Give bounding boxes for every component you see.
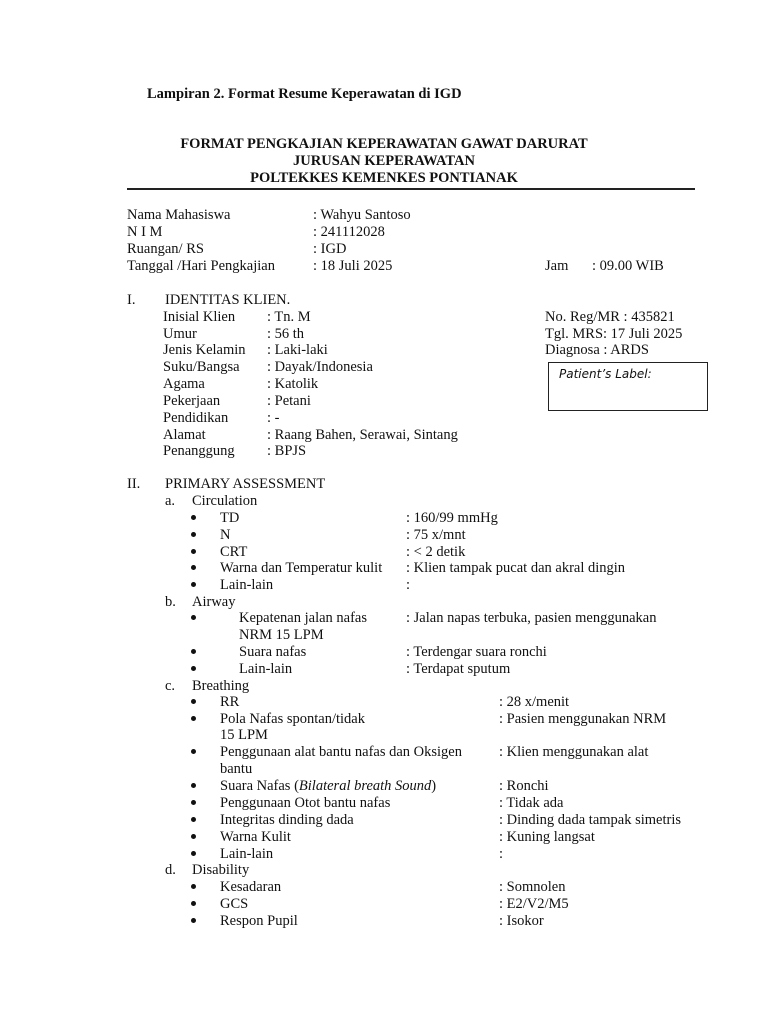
student-label: N I M — [127, 224, 163, 240]
bullet-icon — [191, 549, 196, 554]
reg-number: No. Reg/MR : 435821 — [545, 309, 675, 325]
student-value: : 18 Juli 2025 — [313, 258, 393, 274]
circulation-label: N — [220, 527, 231, 543]
identity-value: : - — [267, 410, 280, 426]
bullet-icon — [191, 565, 196, 570]
identity-value: : Raang Bahen, Serawai, Sintang — [267, 427, 458, 443]
airway-label: Kepatenan jalan nafas — [239, 610, 368, 626]
bullet-icon — [191, 918, 196, 923]
breathing-label: Penggunaan Otot bantu nafas — [220, 795, 391, 811]
airway-value: : Jalan napas terbuka, pasien menggunakan — [406, 610, 657, 626]
student-label: Ruangan/ RS — [127, 241, 204, 257]
bullet-icon — [191, 582, 196, 587]
disability-heading: Disability — [192, 862, 250, 878]
breathing-value: : — [499, 846, 504, 862]
bullet-icon — [191, 515, 196, 520]
identity-label: Alamat — [163, 427, 206, 443]
airway-label: Lain-lain — [239, 661, 293, 677]
patient-label-box — [548, 362, 708, 411]
breathing-value: : 28 x/menit — [499, 694, 570, 710]
circulation-value: : 75 x/mnt — [406, 527, 466, 543]
header-divider — [127, 188, 695, 190]
identity-label: Penanggung — [163, 443, 235, 459]
breathing-value: : Pasien menggunakan NRM — [499, 711, 667, 727]
diagnosis: Diagnosa : ARDS — [545, 342, 649, 358]
department-title: JURUSAN KEPERAWATAN — [293, 153, 475, 169]
bullet-icon — [191, 699, 196, 704]
bullet-icon — [191, 834, 196, 839]
breathing-value: : Ronchi — [499, 778, 549, 794]
breathing-label: Warna Kulit — [220, 829, 291, 845]
airway-value: : Terdengar suara ronchi — [406, 644, 547, 660]
bullet-icon — [191, 851, 196, 856]
identity-label: Suku/Bangsa — [163, 359, 240, 375]
student-value: : Wahyu Santoso — [313, 207, 411, 223]
bullet-icon — [191, 800, 196, 805]
breathing-value: : Klien menggunakan alat — [499, 744, 649, 760]
breathing-value: : Kuning langsat — [499, 829, 595, 845]
circulation-heading: Circulation — [192, 493, 258, 509]
identity-heading: IDENTITAS KLIEN. — [165, 292, 291, 308]
admission-date: Tgl. MRS: 17 Juli 2025 — [545, 326, 683, 342]
subsection-letter: a. — [165, 493, 176, 509]
breath-sound-label-suffix: ) — [431, 778, 437, 794]
disability-label: Kesadaran — [220, 879, 282, 895]
student-value: : 241112028 — [313, 224, 385, 240]
bullet-icon — [191, 749, 196, 754]
disability-label: GCS — [220, 896, 249, 912]
disability-value: : Somnolen — [499, 879, 566, 895]
patient-label-caption: Patient’s Label: — [559, 367, 652, 381]
bullet-icon — [191, 901, 196, 906]
bullet-icon — [191, 532, 196, 537]
identity-label: Jenis Kelamin — [163, 342, 246, 358]
breathing-value: : Tidak ada — [499, 795, 564, 811]
time-value: : 09.00 WIB — [592, 258, 664, 274]
student-value: : IGD — [313, 241, 347, 257]
circulation-value: : Klien tampak pucat dan akral dingin — [406, 560, 626, 576]
breathing-label — [220, 778, 436, 795]
identity-value: : Dayak/Indonesia — [267, 359, 373, 375]
institution-title: POLTEKKES KEMENKES PONTIANAK — [250, 170, 518, 186]
identity-value: : Katolik — [267, 376, 319, 392]
subsection-letter: d. — [165, 862, 176, 878]
circulation-value: : 160/99 mmHg — [406, 510, 498, 526]
bullet-icon — [191, 817, 196, 822]
circulation-label: TD — [220, 510, 240, 526]
breathing-label: RR — [220, 694, 240, 710]
primary-heading: PRIMARY ASSESSMENT — [165, 476, 326, 492]
section-number: II. — [127, 476, 141, 492]
identity-value: : Laki-laki — [267, 342, 328, 358]
identity-value: : Petani — [267, 393, 311, 409]
circulation-label: Warna dan Temperatur kulit — [220, 560, 383, 576]
bullet-icon — [191, 716, 196, 721]
circulation-label: Lain-lain — [220, 577, 274, 593]
airway-value: : Terdapat sputum — [406, 661, 511, 677]
breath-sound-label-prefix: Suara Nafas ( — [220, 778, 299, 794]
subsection-letter: b. — [165, 594, 176, 610]
breathing-heading: Breathing — [192, 678, 250, 694]
breath-sound-label-italic: Bilateral breath Sound — [298, 778, 432, 794]
breathing-label: Integritas dinding dada — [220, 812, 354, 828]
form-title: FORMAT PENGKAJIAN KEPERAWATAN GAWAT DARURAT — [180, 136, 588, 152]
disability-value: : E2/V2/M5 — [499, 896, 569, 912]
breathing-value-continued: 15 LPM — [220, 727, 268, 743]
breathing-label: Lain-lain — [220, 846, 274, 862]
identity-value: : BPJS — [267, 443, 307, 459]
time-label: Jam — [545, 258, 569, 274]
breathing-label-continued: bantu — [220, 761, 253, 777]
breathing-value: : Dinding dada tampak simetris — [499, 812, 682, 828]
bullet-icon — [191, 615, 196, 620]
subsection-letter: c. — [165, 678, 176, 694]
identity-value: : 56 th — [267, 326, 305, 342]
identity-label: Umur — [163, 326, 197, 342]
breathing-label: Penggunaan alat bantu nafas dan Oksigen — [220, 744, 462, 760]
breathing-label: Pola Nafas spontan/tidak — [220, 711, 365, 727]
airway-heading: Airway — [192, 594, 236, 610]
bullet-icon — [191, 666, 196, 671]
bullet-icon — [191, 884, 196, 889]
bullet-icon — [191, 783, 196, 788]
identity-label: Agama — [163, 376, 205, 392]
identity-value: : Tn. M — [267, 309, 311, 325]
student-label: Nama Mahasiswa — [127, 207, 231, 223]
identity-label: Pekerjaan — [163, 393, 221, 409]
bullet-icon — [191, 649, 196, 654]
airway-value-continued: NRM 15 LPM — [239, 627, 324, 643]
airway-label: Suara nafas — [239, 644, 307, 660]
student-label: Tanggal /Hari Pengkajian — [127, 258, 275, 274]
circulation-value: : — [406, 577, 411, 593]
identity-label: Inisial Klien — [163, 309, 236, 325]
attachment-title: Lampiran 2. Format Resume Keperawatan di IGD — [147, 86, 462, 102]
identity-label: Pendidikan — [163, 410, 229, 426]
section-number: I. — [127, 292, 136, 308]
circulation-label: CRT — [220, 544, 248, 560]
circulation-value: : < 2 detik — [406, 544, 466, 560]
disability-value: : Isokor — [499, 913, 544, 929]
disability-label: Respon Pupil — [220, 913, 298, 929]
